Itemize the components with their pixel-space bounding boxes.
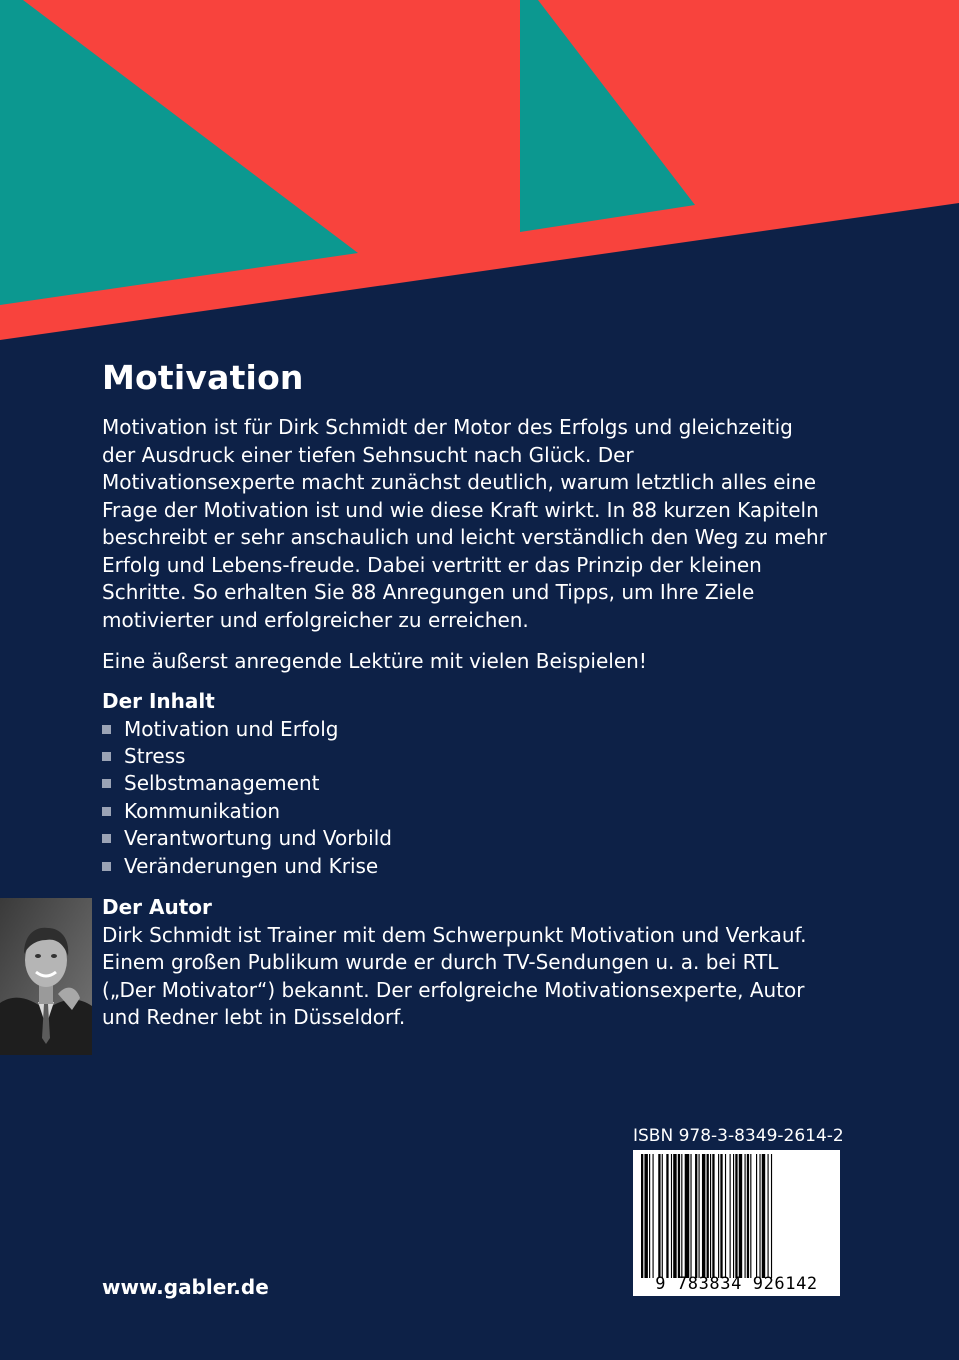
barcode-bar [750,1154,751,1278]
barcode-bar [681,1154,682,1278]
tagline: Eine äußerst anregende Lektüre mit vielen Beispielen! [102,649,647,673]
square-bullet-icon [102,779,111,788]
barcode-bar [662,1154,663,1278]
barcode-bar [671,1154,672,1278]
square-bullet-icon [102,862,111,871]
barcode-bar [658,1154,660,1278]
barcode-bar [702,1154,705,1278]
book-description: Motivation ist für Dirk Schmidt der Motor des Erfolgs und gleichzeitig der Ausdruck einer tiefen Sehnsucht nach Glück. Der Motivationsexperte macht zunächst deutlich, warum letztlich alles eine Frage der Motivation ist und wie diese Kraft wirkt. In 88 kurzen Kapiteln beschreibt er sehr anschaulich und leicht verständlich den Weg zu mehr Erfolg und Lebens-freude. Dabei vertritt er das Prinzip der kleinen Schritte. So erhalten Sie 88 Anregungen und Tipps, um Ihre Ziele motivierter und erfolgreicher zu erreichen. [102,415,827,632]
barcode-bar [720,1154,722,1278]
author-section [102,894,832,1032]
barcode-bar [747,1154,749,1278]
barcode-digits: 9 783834 926142 [655,1274,818,1294]
list-item: Verantwortung und Vorbild [102,825,832,852]
barcode-bar [756,1154,757,1278]
barcode-bar [759,1154,760,1278]
list-item: Selbstmanagement [102,770,832,797]
barcode-bar [678,1154,680,1278]
barcode-bar [666,1154,668,1278]
square-bullet-icon [102,834,111,843]
list-item: Kommunikation [102,798,832,825]
barcode-bar [762,1154,765,1278]
barcode-bar [673,1154,676,1278]
cover-geometric-artwork [0,0,959,345]
contents-heading: Der Inhalt [102,689,215,713]
barcode-bar [739,1154,742,1278]
contents-section [102,688,832,880]
barcode-bar [725,1154,726,1278]
author-bio: Dirk Schmidt ist Trainer mit dem Schwerpunkt Motivation und Verkauf. Einem großen Publikum wurde er durch TV-Sendungen u. a. bei RTL („Der Motivator“) bekannt. Der erfolgreiche Motivationsexperte, Autor und Redner lebt in Düsseldorf. [102,922,807,1029]
isbn-label: ISBN 978-3-8349-2614-2 [633,1126,844,1146]
square-bullet-icon [102,807,111,816]
barcode-bar [649,1154,650,1278]
book-title: Motivation [102,358,304,397]
contents-list [102,716,832,880]
square-bullet-icon [102,752,111,761]
list-item: Stress [102,743,832,770]
list-item: Motivation und Erfolg [102,716,832,743]
barcode-bar [730,1154,731,1278]
square-bullet-icon [102,725,111,734]
barcode-bar [710,1154,711,1278]
barcode-bar [644,1154,647,1278]
barcode-bar [653,1154,654,1278]
barcode-bars [633,1154,840,1278]
author-heading: Der Autor [102,895,212,919]
barcode-bar [699,1154,700,1278]
isbn-barcode [633,1150,840,1296]
author-photo [0,898,92,1055]
barcode-bar [733,1154,734,1278]
barcode-bar [695,1154,697,1278]
barcode-bar [771,1154,772,1278]
barcode-bar [712,1154,714,1278]
barcode-bar [768,1154,769,1278]
barcode-bar [690,1154,691,1278]
barcode-bar [707,1154,709,1278]
barcode-bar [745,1154,746,1278]
publisher-website[interactable]: www.gabler.de [102,1275,269,1299]
barcode-bar [641,1154,643,1278]
barcode-bar [735,1154,737,1278]
barcode-bar [685,1154,690,1278]
list-item: Veränderungen und Krise [102,853,832,880]
barcode-bar [718,1154,719,1278]
